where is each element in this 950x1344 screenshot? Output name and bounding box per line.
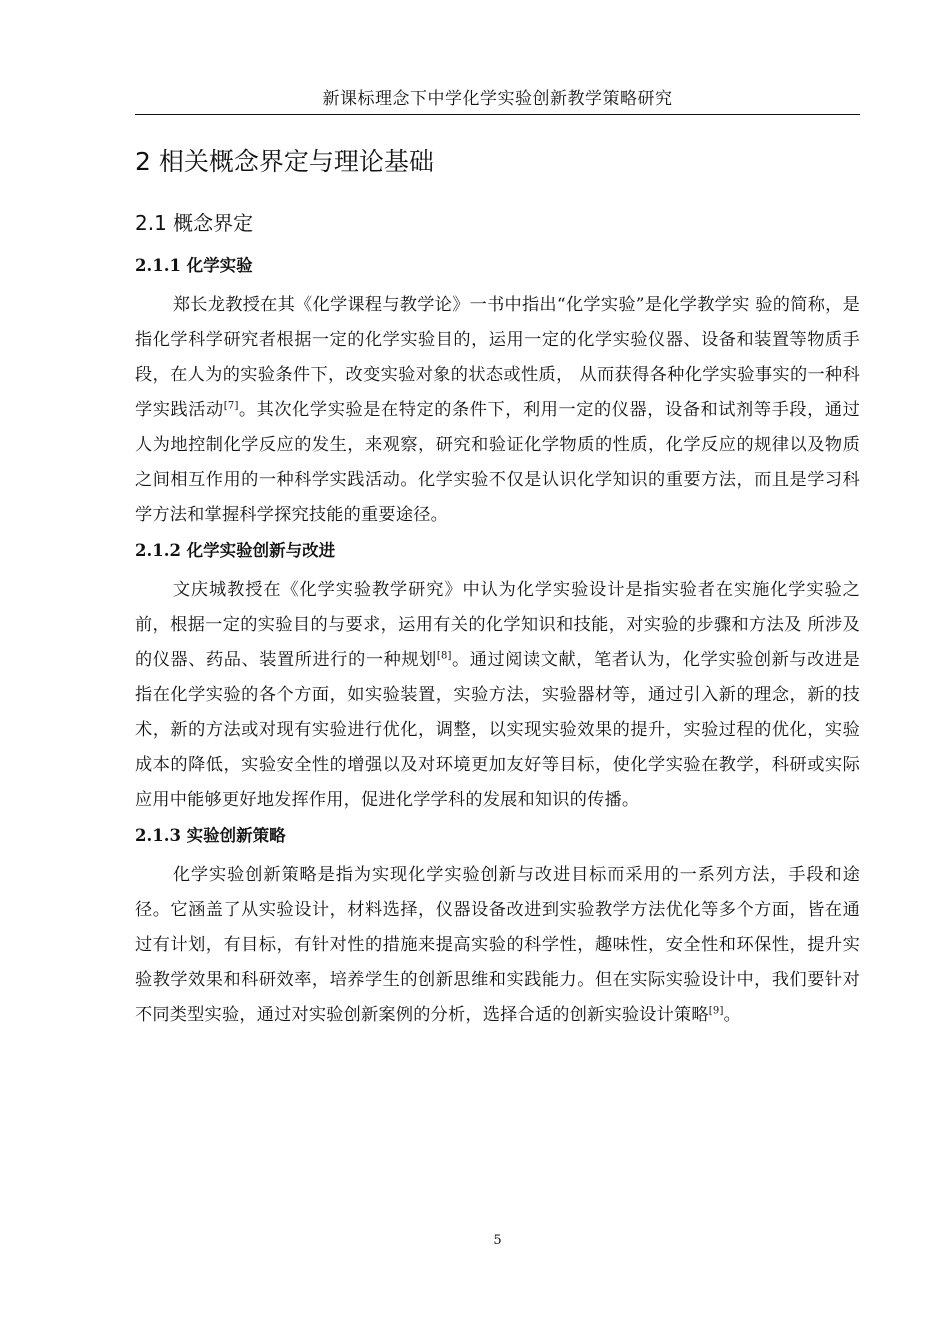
citation-marker: [9] (708, 1005, 724, 1017)
subsection-title: 2.1.2 化学实验创新与改进 (135, 541, 336, 560)
subsection-chemistry-experiment (135, 250, 860, 533)
paragraph-text: 郑长龙教授在其《化学课程与教学论》一书中指出“化学实验”是化学教学实 验的简称，是指化学科学研究者根据一定的化学实验目的，运用一定的化学实验仪器、设备和装置等物质手段，在人为的实验条件下，改变实验对象的状态或性质， 从而获得各种化学实验事实的一种科学实践活动 (135, 295, 860, 420)
citation-marker: [7] (223, 400, 239, 412)
paragraph (135, 858, 860, 1033)
subsection-title: 2.1.3 实验创新策略 (135, 826, 286, 845)
subsection-experiment-innovation (135, 535, 860, 818)
paragraph-text: 。通过阅读文献，笔者认为，化学实验创新与改进是指在化学实验的各个方面，如实验装置，实验方法，实验器材等，通过引入新的理念，新的技术，新的方法或对现有实验进行优化，调整，以实现实验效果的提升，实验过程的优化，实验成本的降低，实验安全性的增强以及对环境更加友好等目标，使化学实验在教学，科研或实际应用中能够更好地发挥作用，促进化学学科的发展和知识的传播。 (135, 650, 861, 810)
page-content (135, 140, 860, 1035)
section-title: 2.1 概念界定 (135, 211, 254, 235)
header-rule (135, 114, 860, 115)
paragraph-text: 文庆城教授在《化学实验教学研究》中认为化学实验设计是指实验者在实施化学实验之 前，根据一定的实验目的与要求，运用有关的化学知识和技能，对实验的步骤和方法及 所涉及的仪器、药品、装置所进行的一种规划 (135, 580, 860, 670)
paragraph-text: 化学实验创新策略是指为实现化学实验创新与改进目标而采用的一系列方法，手段和途径。它涵盖了从实验设计，材料选择，仪器设备改进到实验教学方法优化等多个方面，皆在通过有计划，有目标，有针对性的措施来提高实验的科学性，趣味性，安全性和环保性，提升实验教学效果和科研效率，培养学生的创新思维和实践能力。但在实际实验设计中，我们要针对不同类型实验，通过对实验创新案例的分析，选择合适的创新实验设计策略 (135, 865, 860, 1025)
citation-marker: [8] (436, 650, 452, 662)
chapter-title: 2 相关概念界定与理论基础 (135, 147, 434, 176)
paragraph-text: 。 (723, 1005, 741, 1025)
subsection-title: 2.1.1 化学实验 (135, 256, 253, 275)
paragraph-text: 。其次化学实验是在特定的条件下，利用一定的仪器，设备和试剂等手段，通过人为地控制化学反应的发生，来观察，研究和验证化学物质的性质，化学反应的规律以及物质之间相互作用的一种科学实践活动。化学实验不仅是认识化学知识的重要方法，而且是学习科学方法和掌握科学探究技能的重要途径。 (135, 400, 860, 525)
subsection-innovation-strategy (135, 820, 860, 1033)
page-number: 5 (493, 1233, 502, 1248)
paragraph (135, 288, 860, 533)
running-header: 新课标理念下中学化学实验创新教学策略研究 (322, 89, 673, 109)
paragraph (135, 573, 860, 818)
